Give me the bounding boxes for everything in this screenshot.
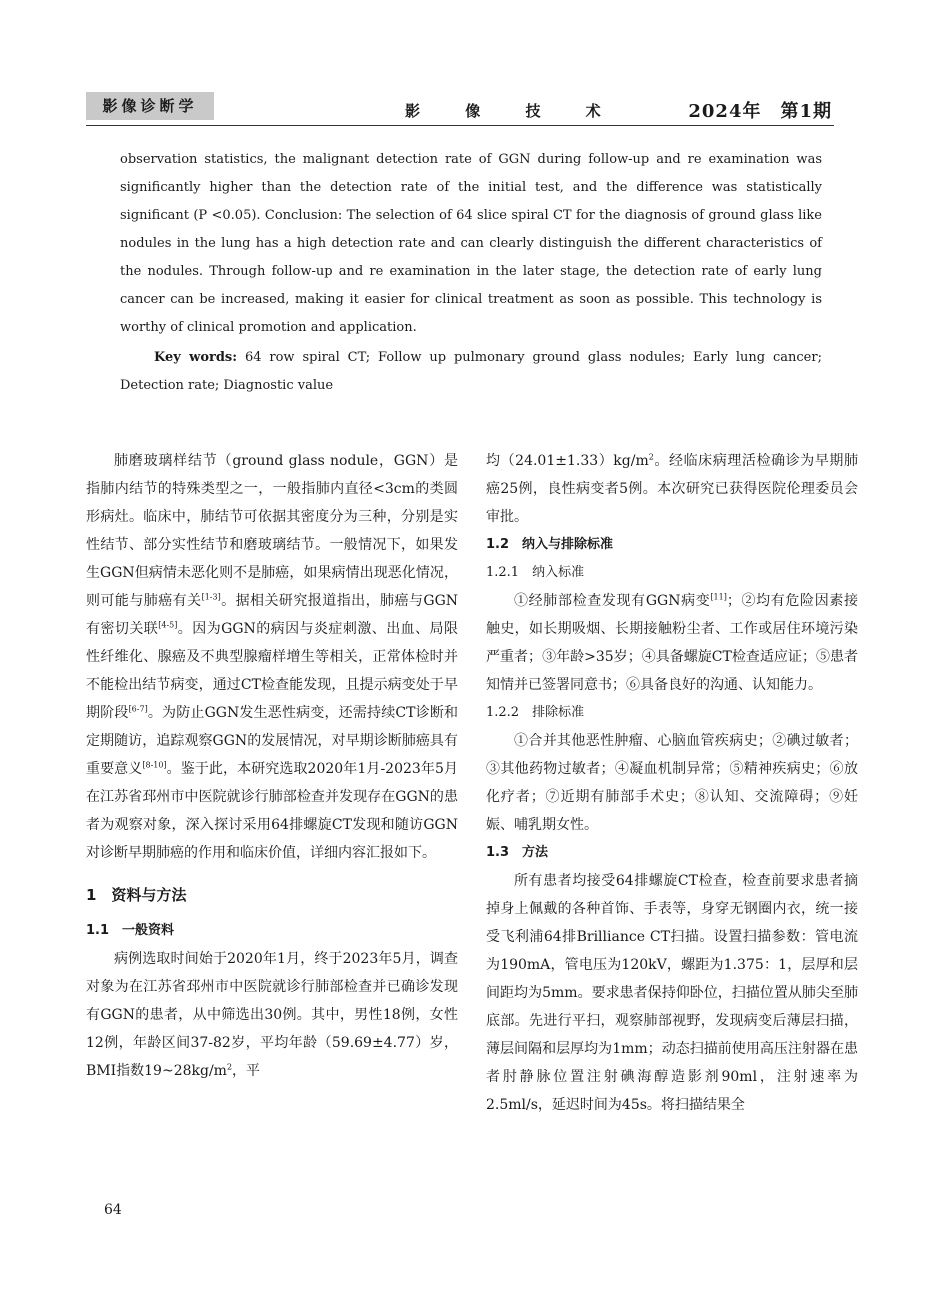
citation: [4-5] [158, 620, 178, 630]
inclusion-criteria [486, 587, 858, 699]
inclusion-text-end: ；②均有危险因素接触史，如长期吸烟、长期接触粉尘者、工作或居住环境污染严重者；③年龄>35岁；④具备螺旋CT检查适应证；⑤患者知情并已签署同意书；⑥具备良好的沟通、认知能力。 [486, 593, 858, 693]
general-data-text: 病例选取时间始于2020年1月，终于2023年5月，调查对象为在江苏省邳州市中医院就诊行肺部检查并已确诊发现有GGN的患者，从中筛选出30例。其中，男性18例，女性12例，年龄区间37-82岁，平均年龄（59.69±4.77）岁，BMI指数19~28kg/m [86, 951, 458, 1079]
method-paragraph: 所有患者均接受64排螺旋CT检查，检查前要求患者摘掉身上佩戴的各种首饰、手表等，身穿无钢圈内衣，统一接受飞利浦64排Brilliance CT扫描。设置扫描参数：管电流为190mA，管电压为120kV，螺距为1.375：1，层厚和层间距均为5mm。要求患者保持仰卧位，扫描位置从肺尖至肺底部。先进行平扫，观察肺部视野，发现病变后薄层扫描，薄层间隔和层厚均为1mm；动态扫描前使用高压注射器在患者肘静脉位置注射碘海醇造影剂90ml，注射速率为2.5ml/s，延迟时间为45s。将扫描结果全 [486, 873, 858, 1113]
intro-text-2: 。据相关研究报道指出，肺癌与GGN有密切关联 [86, 593, 459, 637]
abstract [120, 146, 822, 400]
keywords-label: Key words: [154, 350, 238, 365]
right-column [486, 447, 858, 1119]
citation: [6-7] [128, 704, 148, 714]
intro-text-4: 。为防止GGN发生恶性病变，还需持续CT诊断和定期随访，追踪观察GGN的发展情况，对早期诊断肺癌具有重要意义 [86, 705, 459, 777]
intro-text-1: 肺磨玻璃样结节（ground glass nodule，GGN）是指肺内结节的特殊类型之一，一般指肺内直径<3cm的类圆形病灶。临床中，肺结节可依据其密度分为三种，分别是实性结节、部分实性结节和磨玻璃结节。一般情况下，如果发生GGN但病情未恶化则不是肺癌，如果病情出现恶化情况，则可能与肺癌有关 [86, 453, 458, 609]
issue-label: 2024年 第1期 [688, 101, 832, 122]
subsubsection-heading: 1.2.1 纳入标准 [486, 565, 585, 580]
left-column [86, 447, 458, 1085]
intro-text-3: 。因为GGN的病因与炎症刺激、出血、局限性纤维化、腺癌及不典型腺瘤样增生等相关，正常体检时并不能检出结节病变，通过CT检查能发现，且提示病变处于早期阶段 [86, 621, 458, 721]
continued-text-end: 。经临床病理活检确诊为早期肺癌25例，良性病变者5例。本次研究已获得医院伦理委员会审批。 [486, 453, 858, 525]
intro-paragraph [86, 447, 458, 867]
citation: [11] [710, 592, 727, 602]
journal-name: 影 像 技 术 [405, 102, 621, 120]
keywords [120, 344, 822, 400]
page-number: 64 [104, 1202, 122, 1218]
abstract-text: observation statistics, the malignant detection rate of GGN during follow-up and re examination was significantly higher than the detection rate of the initial test, and the difference was statistically significant (P <0.05). Conclusion: The selection of 64 slice spiral CT for the diagnosis of ground glass like nodules in the lung has a high detection rate and can clearly distinguish the different characteristics of the nodules. Through follow-up and re examination in the later stage, the detection rate of early lung cancer can be increased, making it easier for clinical treatment as soon as possible. This technology is worthy of clinical promotion and application. [120, 152, 822, 335]
section-heading: 1 资料与方法 [86, 886, 187, 904]
citation: [8-10] [142, 760, 167, 770]
subsection-heading: 1.2 纳入与排除标准 [486, 537, 614, 552]
general-data-text-end: ，平 [232, 1063, 261, 1079]
subsection-heading: 1.1 一般资料 [86, 923, 175, 938]
citation: [1-3] [201, 592, 221, 602]
keywords-text: 64 row spiral CT; Follow up pulmonary ground glass nodules; Early lung cancer; Detection rate; Diagnostic value [120, 350, 822, 393]
exclusion-criteria: ①合并其他恶性肿瘤、心脑血管疾病史；②碘过敏者；③其他药物过敏者；④凝血机制异常；⑤精神疾病史；⑥放化疗者；⑦近期有肺部手术史；⑧认知、交流障碍；⑨妊娠、哺乳期女性。 [486, 733, 858, 833]
intro-text-5: 。鉴于此，本研究选取2020年1月-2023年5月在江苏省邳州市中医院就诊行肺部检查并发现存在GGN的患者为观察对象，深入探讨采用64排螺旋CT发现和随访GGN对诊断早期肺癌的作用和临床价值，详细内容汇报如下。 [86, 761, 458, 861]
section-tag: 影像诊断学 [86, 92, 214, 120]
subsubsection-heading: 1.2.2 排除标准 [486, 705, 585, 720]
header-rule [86, 125, 834, 126]
superscript: 2 [226, 1062, 233, 1072]
general-data-paragraph [86, 945, 458, 1085]
inclusion-text: ①经肺部检查发现有GGN病变 [514, 593, 711, 609]
subsection-heading: 1.3 方法 [486, 845, 549, 860]
continued-paragraph [486, 447, 858, 531]
continued-text: 均（24.01±1.33）kg/m [486, 453, 649, 469]
superscript: 2 [648, 452, 654, 462]
